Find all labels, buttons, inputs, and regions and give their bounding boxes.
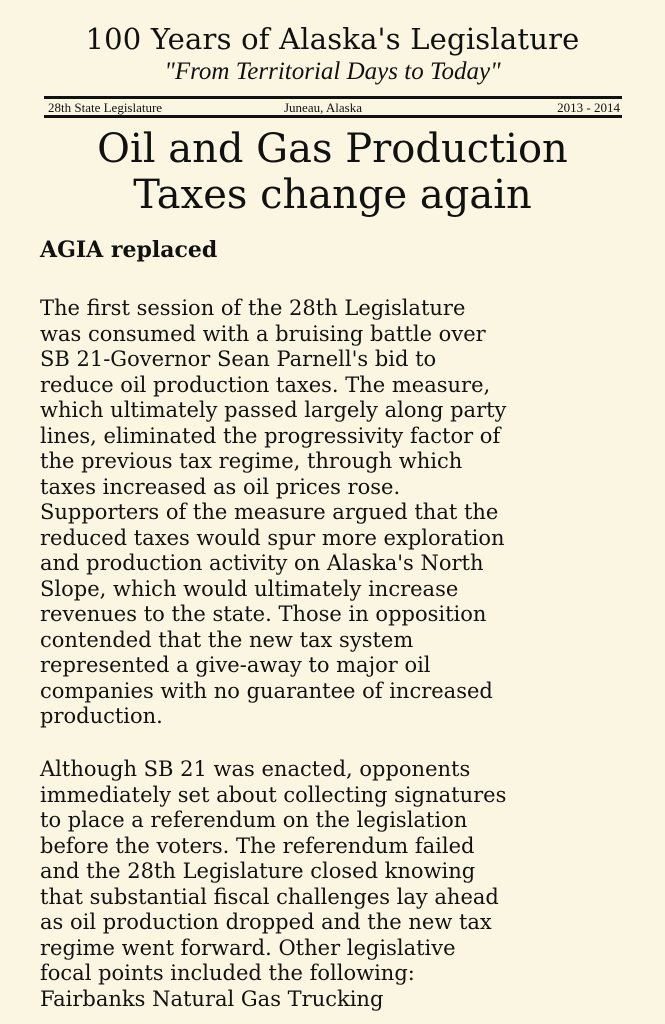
dateline-location: Juneau, Alaska	[284, 100, 362, 115]
dateline-legislature: 28th State Legislature	[48, 100, 163, 115]
text-line: immediately set about collecting signatures	[40, 782, 507, 807]
text-line: Supporters of the measure argued that the	[40, 500, 499, 524]
text-line: was consumed with a bruising battle over	[40, 321, 486, 346]
text-line: Fairbanks Natural Gas Trucking	[40, 986, 384, 1011]
masthead-rule-top	[44, 96, 622, 99]
publication-title: 100 Years of Alaska's Legislature	[85, 22, 580, 56]
article-headline	[0, 126, 665, 218]
text-line: to place a referendum on the legislation	[40, 808, 468, 832]
article-subhead: AGIA replaced	[40, 237, 218, 263]
text-line: companies with no guarantee of increased	[40, 678, 493, 703]
text-line: Slope, which would ultimately increase	[40, 576, 459, 601]
article-paragraph-2	[40, 757, 506, 1012]
text-line: Although SB 21 was enacted, opponents	[40, 757, 471, 781]
text-line: that substantial fiscal challenges lay ahead	[40, 884, 499, 909]
text-line: reduced taxes would spur more exploration	[40, 525, 505, 550]
masthead	[0, 0, 665, 228]
text-line: before the voters. The referendum failed	[40, 833, 475, 858]
text-line: reduce oil production taxes. The measure,	[40, 372, 491, 397]
masthead-rule-bottom	[44, 115, 622, 118]
text-line: focal points included the following:	[40, 961, 415, 985]
text-line: SB 21-Governor Sean Parnell's bid to	[40, 347, 437, 371]
text-line: production.	[40, 704, 163, 728]
article-paragraph-1	[40, 296, 506, 730]
dateline	[48, 100, 620, 115]
text-line: as oil production dropped and the new tax	[40, 910, 492, 934]
text-line: and the 28th Legislature closed knowing	[40, 859, 476, 883]
text-line: regime went forward. Other legislative	[40, 935, 456, 960]
publication-subtitle: "From Territorial Days to Today"	[164, 58, 501, 85]
text-line: the previous tax regime, through which	[40, 449, 463, 473]
text-line: which ultimately passed largely along party	[40, 398, 507, 422]
text-line: contended that the new tax system	[40, 627, 414, 652]
text-line: revenues to the state. Those in opposition	[40, 602, 487, 626]
text-line: lines, eliminated the progressivity factor of	[40, 423, 501, 448]
dateline-years: 2013 - 2014	[557, 100, 620, 115]
text-line: represented a give-away to major oil	[40, 653, 431, 677]
text-line: The first session of the 28th Legislature	[40, 296, 466, 320]
headline-line: Oil and Gas Production	[97, 126, 568, 172]
headline-line: Taxes change again	[133, 172, 532, 218]
text-line: and production activity on Alaska's North	[40, 551, 484, 575]
text-line: taxes increased as oil prices rose.	[40, 474, 401, 499]
